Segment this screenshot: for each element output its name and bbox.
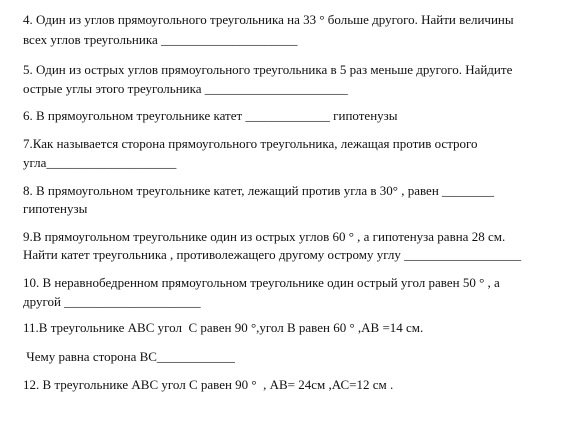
q6-line-1: 6. В прямоугольном треугольнике катет _____________ гипотенузы — [23, 108, 398, 123]
q8-line-1: 8. В прямоугольном треугольнике катет, лежащий против угла в 30° , равен ________ — [23, 183, 495, 198]
q4-line-2: всех углов треугольника _____________________ — [23, 32, 298, 47]
q8-line-2: гипотенузы — [23, 201, 88, 216]
q5-line-2: острые углы этого треугольника ______________________ — [23, 81, 348, 96]
q11-line-2: Чему равна сторона ВС____________ — [23, 349, 235, 364]
q4-line-1: 4. Один из углов прямоугольного треугольника на 33 ° больше другого. Найти величины — [23, 12, 514, 27]
q9-line-1: 9.В прямоугольном треугольнике один из острых углов 60 ° , а гипотенуза равна 28 см. — [23, 229, 506, 244]
q7-line-1: 7.Как называется сторона прямоугольного треугольника, лежащая против острого — [23, 136, 478, 151]
q10-line-2: другой _____________________ — [23, 294, 201, 309]
q11-line-1: 11.В треугольнике АВС угол С равен 90 °,угол В равен 60 ° ,АВ =14 см. — [23, 320, 424, 335]
q10-line-1: 10. В неравнобедренном прямоугольном треугольнике один острый угол равен 50 ° , а — [23, 275, 500, 290]
q12-line-1: 12. В треугольнике АВС угол С равен 90 ° , АВ= 24см ,АС=12 см . — [23, 377, 394, 392]
q5-line-1: 5. Один из острых углов прямоугольного треугольника в 5 раз меньше другого. Найдите — [23, 62, 513, 77]
q7-line-2: угла____________________ — [23, 155, 177, 170]
q9-line-2: Найти катет треугольника , противолежащего другому острому углу __________________ — [23, 247, 522, 262]
